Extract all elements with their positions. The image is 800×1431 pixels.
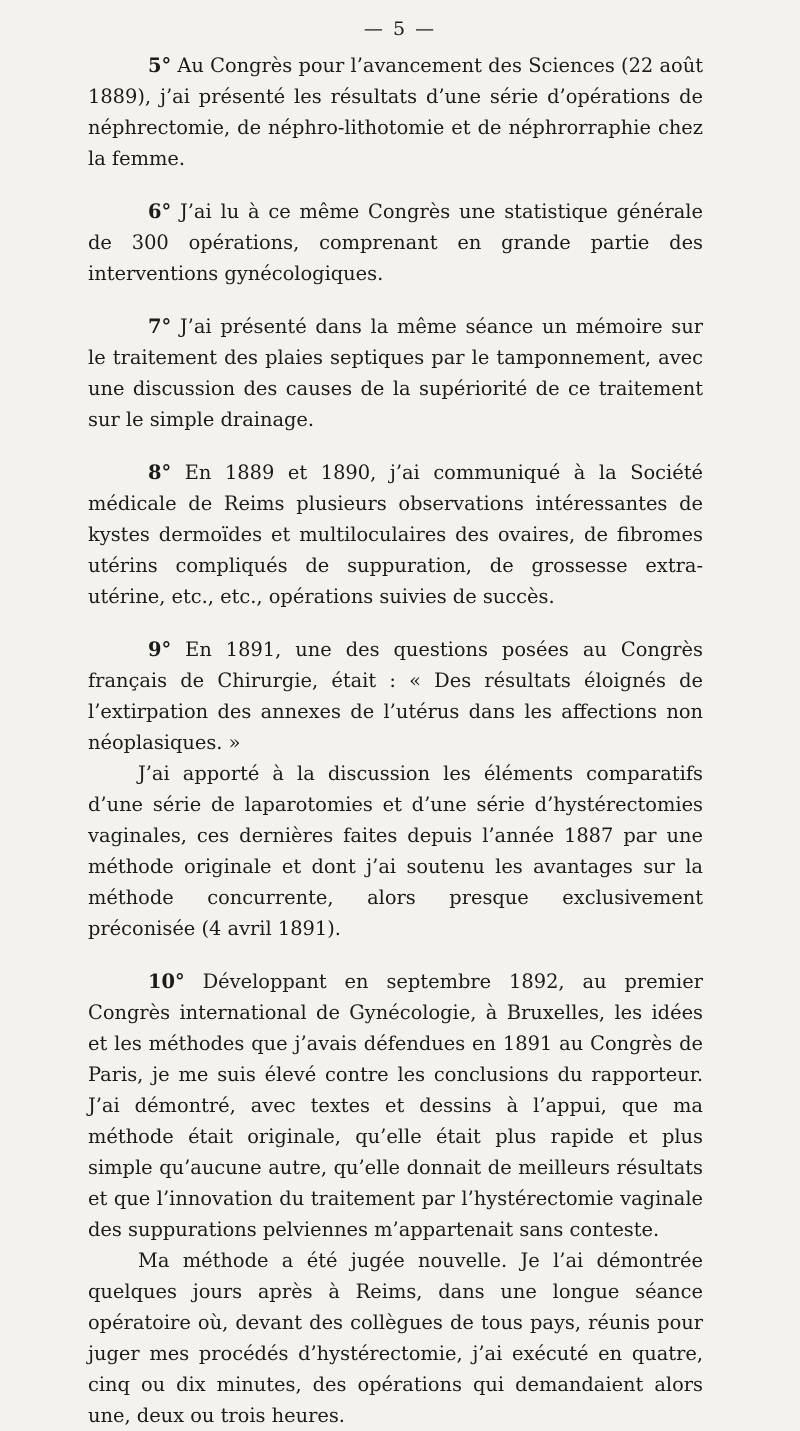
paragraph-6: [88, 196, 703, 289]
item-number: 5°: [148, 54, 172, 77]
paragraph-7: [88, 311, 703, 435]
paragraph-10-continued: [88, 1245, 703, 1431]
paragraph-text: Ma méthode a été jugée nouvelle. Je l’ai démontrée quelques jours après à Reims, dans une longue séance opératoire où, devant des collègues de tous pays, réunis pour juger mes procédés d’hystérectomie, j’ai exécuté en quatre, cinq ou dix minutes, des opérations qui demandaient alors une, deux ou trois heures.: [88, 1249, 703, 1427]
item-number: 9°: [148, 638, 172, 661]
paragraph-text: En 1891, une des questions posées au Congrès français de Chirurgie, était : « Des résultats éloignés de l’extirpation des annexes de l’utérus dans les affections non néoplasiques. »: [88, 638, 703, 754]
paragraph-8: [88, 457, 703, 612]
page-number: — 5 —: [363, 18, 437, 40]
item-number: 6°: [148, 200, 172, 223]
paragraph-text: Développant en septembre 1892, au premier Congrès international de Gynécologie, à Bruxelles, les idées et les méthodes que j’avais défendues en 1891 au Congrès de Paris, je me suis élevé contre les conclusions du rapporteur. J’ai démontré, avec textes et dessins à l’appui, que ma méthode était originale, qu’elle était plus rapide et plus simple qu’aucune autre, qu’elle donnait de meilleurs résultats et que l’innovation du traitement par l’hystérectomie vaginale des suppurations pelviennes m’appartenait sans conteste.: [88, 970, 703, 1241]
item-number: 7°: [148, 315, 172, 338]
paragraph-text: J’ai apporté à la discussion les éléments comparatifs d’une série de laparotomies et d’une série d’hystérectomies vaginales, ces dernières faites depuis l’année 1887 par une méthode originale et dont j’ai soutenu les avantages sur la méthode concurrente, alors presque exclusivement préconisée (4 avril 1891).: [88, 762, 703, 940]
page-body: [88, 50, 703, 1431]
paragraph-text: J’ai lu à ce même Congrès une statistique générale de 300 opérations, comprenant en grande partie des interventions gynécologiques.: [88, 200, 703, 285]
paragraph-text: J’ai présenté dans la même séance un mémoire sur le traitement des plaies septiques par le tamponnement, avec une discussion des causes de la supériorité de ce traitement sur le simple drainage.: [88, 315, 703, 431]
paragraph-5: [88, 50, 703, 174]
item-number: 10°: [148, 970, 185, 993]
paragraph-10: [88, 966, 703, 1245]
item-number: 8°: [148, 461, 172, 484]
paragraph-9: [88, 634, 703, 758]
paragraph-9-continued: [88, 758, 703, 944]
paragraph-text: Au Congrès pour l’avancement des Sciences (22 août 1889), j’ai présenté les résultats d’une série d’opérations de néphrectomie, de néphro-lithotomie et de néphrorraphie chez la femme.: [88, 54, 703, 170]
paragraph-text: En 1889 et 1890, j’ai communiqué à la Société médicale de Reims plusieurs observations intéressantes de kystes dermoïdes et multiloculaires des ovaires, de fibromes utérins compliqués de suppuration, de grossesse extra-utérine, etc., etc., opérations suivies de succès.: [88, 461, 703, 608]
